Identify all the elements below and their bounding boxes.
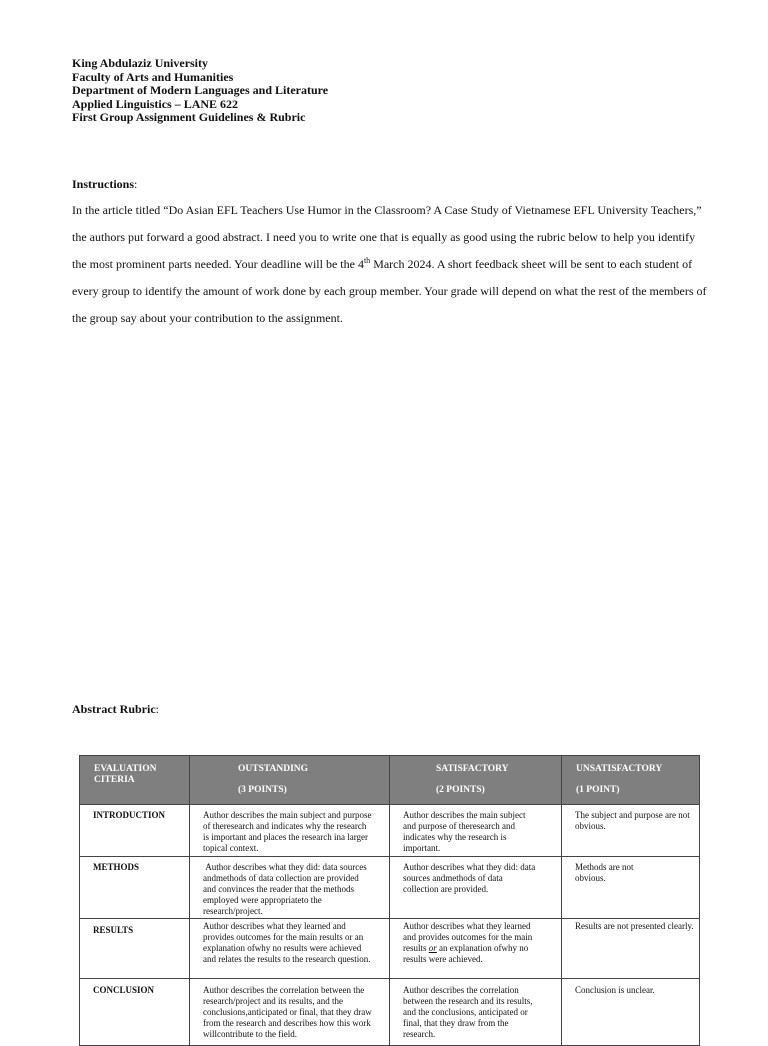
instructions-paragraph <box>72 197 712 332</box>
criterion-introduction: INTRODUCTION <box>80 805 190 857</box>
satisfactory-cell: Author describes what they did: data sources andmethods of data collection are provided. <box>390 857 562 919</box>
satisfactory-cell: Author describes the correlation between the research and its results, and the conclusions, anticipated or final, that they draw from the research. <box>390 979 562 1046</box>
outstanding-cell: Author describes the correlation between the research/project and its results, and the conclusions,anticipated or final, that they draw from the research and describes how this work willcontribute to the field. <box>190 979 390 1046</box>
table-row <box>80 919 700 979</box>
faculty-name: Faculty of Arts and Humanities <box>72 69 234 84</box>
ordinal-suffix: th <box>363 256 371 265</box>
rubric-colon: : <box>155 702 159 716</box>
table-row <box>80 979 700 1046</box>
unsatisfactory-cell: The subject and purpose are not obvious. <box>562 805 700 857</box>
satisfactory-cell: Author describes what they learned and provides outcomes for the main results or an explanation ofwhy no results were achieved. <box>390 919 562 979</box>
university-name: King Abdulaziz University <box>72 56 209 70</box>
header-outstanding: OUTSTANDING (3 POINTS) <box>190 756 390 805</box>
abstract-rubric-table <box>79 755 700 1046</box>
assignment-title: First Group Assignment Guidelines & Rubric <box>72 110 306 124</box>
table-row <box>80 805 700 857</box>
instructions-heading <box>72 177 137 191</box>
criterion-methods: METHODS <box>80 857 190 919</box>
instructions-text-part-1: In the article titled “Do Asian EFL Teachers Use Humor in the Classroom? A Case Study of Vietnamese EFL University Teachers,” the authors put forward a good abstract. I need you to write one that is equally as good using the rubric below to help you identify the most prominent parts needed. Your deadline will be the 4 <box>72 203 702 271</box>
rubric-label: Abstract Rubric <box>72 702 156 716</box>
instructions-colon: : <box>134 177 138 191</box>
criterion-conclusion: CONCLUSION <box>80 979 190 1046</box>
table-header-row <box>80 756 700 805</box>
or-emphasis: or <box>428 943 437 953</box>
outstanding-cell: Author describes the main subject and purpose of theresearch and indicates why the research is important and places the research ina larger topical context. <box>190 805 390 857</box>
header-unsatisfactory: UNSATISFACTORY (1 POINT) <box>562 756 700 805</box>
unsatisfactory-cell: Results are not presented clearly. <box>562 919 700 979</box>
unsatisfactory-cell: Methods are not obvious. <box>562 857 700 919</box>
table-row <box>80 857 700 919</box>
unsatisfactory-cell: Conclusion is unclear. <box>562 979 700 1046</box>
outstanding-cell: Author describes what they learned and provides outcomes for the main results or an explanation ofwhy no results were achieved and relates the results to the research question. <box>190 919 390 979</box>
header-satisfactory: SATISFACTORY (2 POINTS) <box>390 756 562 805</box>
header-criteria: EVALUATION CITERIA <box>80 756 190 805</box>
department-name: Department of Modern Languages and Literature <box>72 83 329 97</box>
satisfactory-cell: Author describes the main subject and purpose of theresearch and indicates why the research is important. <box>390 805 562 857</box>
document-header <box>72 57 692 125</box>
course-name: Applied Linguistics – LANE 622 <box>72 96 239 111</box>
criterion-results: RESULTS <box>80 919 190 979</box>
rubric-heading <box>72 702 159 716</box>
instructions-label: Instructions <box>72 177 135 191</box>
outstanding-cell: Author describes what they did: data sources andmethods of data collection are provided and convinces the reader that the methods employed were appropriateto the research/project. <box>190 857 390 919</box>
instructions-text-part-2: March 2024. A short feedback sheet will be sent to each student of every group to identify the amount of work done by each group member. Your grade will depend on what the rest of the members of the group say about your contribution to the assignment. <box>72 257 707 325</box>
